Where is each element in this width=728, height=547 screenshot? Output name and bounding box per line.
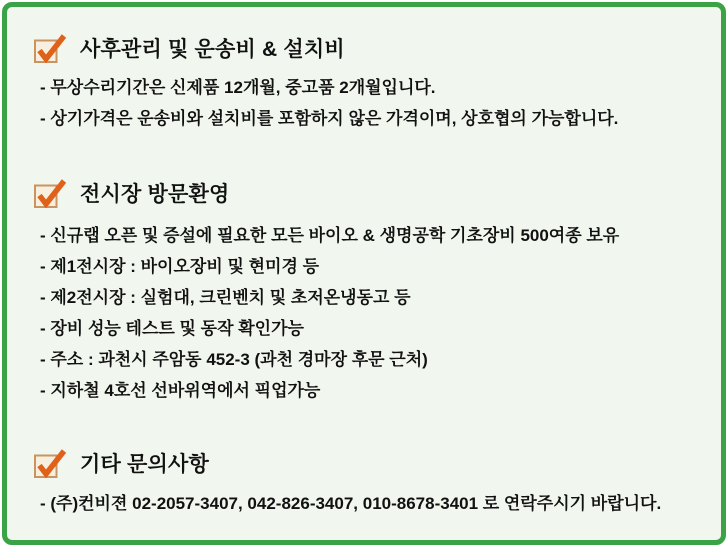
list-item: - 상기가격은 운송비와 설치비를 포함하지 않은 가격이며, 상호협의 가능합니다. — [40, 109, 619, 128]
section-title: 사후관리 및 운송비 & 설치비 — [80, 38, 345, 61]
list-item: - 제1전시장 : 바이오장비 및 현미경 등 — [40, 257, 320, 276]
section-items — [7, 488, 721, 519]
list-item: - 신규랩 오픈 및 증설에 필요한 모든 바이오 & 생명공학 기초장비 500여종 보유 — [40, 226, 620, 245]
checkbox-checked-icon — [33, 33, 67, 63]
section-title: 전시장 방문환영 — [80, 183, 230, 206]
section-aftercare — [7, 33, 721, 134]
list-item: - (주)컨비젼 02-2057-3407, 042-826-3407, 010-8678-3401 로 연락주시기 바랍니다. — [40, 494, 662, 513]
section-header — [7, 448, 721, 478]
section-header — [7, 178, 721, 208]
section-showroom — [7, 178, 721, 406]
notice-panel — [2, 2, 726, 545]
section-items — [7, 72, 721, 134]
section-header — [7, 33, 721, 63]
list-item: - 주소 : 과천시 주암동 452-3 (과천 경마장 후문 근처) — [40, 350, 428, 369]
section-title: 기타 문의사항 — [80, 453, 209, 476]
checkbox-checked-icon — [33, 178, 67, 208]
checkbox-checked-icon — [33, 448, 67, 478]
list-item: - 제2전시장 : 실험대, 크린벤치 및 초저온냉동고 등 — [40, 288, 411, 307]
list-item: - 장비 성능 테스트 및 동작 확인가능 — [40, 319, 304, 338]
section-contact — [7, 448, 721, 519]
section-items — [7, 220, 721, 406]
list-item: - 지하철 4호선 선바위역에서 픽업가능 — [40, 381, 321, 400]
list-item: - 무상수리기간은 신제품 12개월, 중고품 2개월입니다. — [40, 78, 436, 97]
